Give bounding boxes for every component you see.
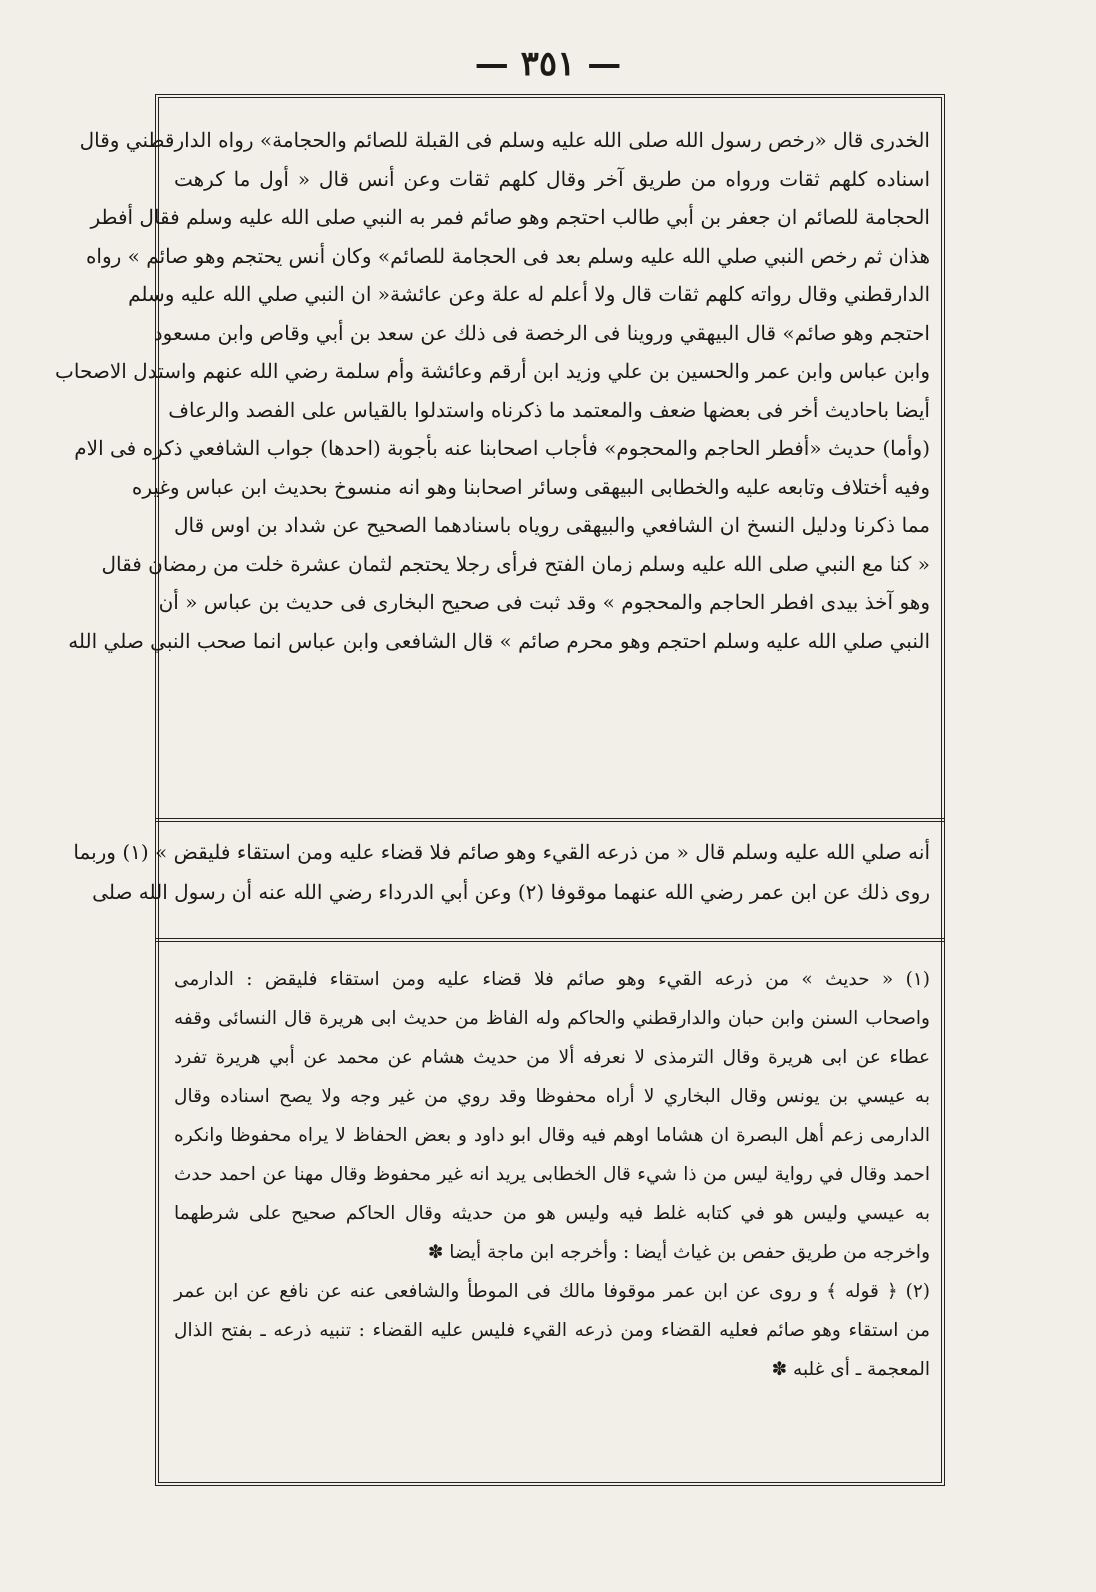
text-line: الحجامة للصائم ان جعفر بن أبي طالب احتجم وهو صائم فمر به النبي صلى الله عليه وسلم فقال أفطر (90, 205, 930, 229)
text-line: « كنا مع النبي صلى الله عليه وسلم زمان الفتح فرأى رجلا يحتجم لثمان عشرة خلت من رمضان فقال (101, 551, 930, 576)
divider-main (155, 818, 945, 822)
text-line: الخدرى قال «رخص رسول الله صلى الله عليه وسلم فى القبلة للصائم والحجامة» رواه الدارقطني وقال (79, 128, 930, 152)
divider-footnotes (155, 938, 945, 942)
middle-text (73, 832, 930, 912)
footnote-line: الدارمى زعم أهل البصرة ان هشاما اوهم فيه وقال ابو داود و بعض الحفاظ لا يراه محفوظا وانكره (174, 1125, 930, 1146)
text-line: وفيه أختلاف وتابعه عليه والخطابى البيهقى وسائر اصحابنا وهو انه منسوخ بحديث ابن عباس وغيره (131, 474, 930, 499)
text-line: هذان ثم رخص النبي صلي الله عليه وسلم بعد فى الحجامة للصائم» وكان أنس يحتجم وهو صائم » رواه (85, 243, 930, 268)
footnotes (174, 960, 930, 1389)
footnote-line: عطاء عن ابى هريرة وقال الترمذى لا نعرفه ألا من حديث هشام عن محمد عن أبي هريرة تفرد (174, 1047, 930, 1068)
footnote-line: به عيسي بن يونس وقال البخاري لا أراه محفوظا وقد روي من غير وجه ولا يصح اسناده وقال (174, 1086, 930, 1107)
footnote-line: المعجمة ـ أى غلبه ✽ (771, 1359, 930, 1380)
footnote-line: (٢) ﴿ قوله ﴾ و روى عن ابن عمر موقوفا مالك فى الموطأ والشافعى عنه عن نافع عن ابن عمر (174, 1281, 930, 1302)
footnote-line: من استقاء وهو صائم فعليه القضاء ومن ذرعه القيء فليس عليه القضاء : تنبيه ذرعه ـ بفتح الذال (174, 1320, 930, 1341)
text-line: مما ذكرنا ودليل النسخ ان الشافعي والبيهقى روياه باسنادهما الصحيح عن شداد بن اوس قال (174, 513, 930, 537)
main-text (55, 121, 930, 660)
text-line: وابن عباس وابن عمر والحسين بن علي وزيد ابن أرقم وعائشة وأم سلمة رضي الله عنهم واستدل الاصحاب (55, 359, 930, 383)
footnote-line: (١) « حديث » من ذرعه القيء وهو صائم فلا قضاء عليه ومن استقاء فليقض : الدارمى (174, 969, 930, 990)
text-line: النبي صلي الله عليه وسلم احتجم وهو محرم صائم » قال الشافعى وابن عباس انما صحب النبي صلي الله (68, 628, 930, 653)
text-line: (وأما) حديث «أفطر الحاجم والمحجوم» فأجاب اصحابنا عنه بأجوبة (احدها) جواب الشافعي ذكره فى الام (74, 436, 930, 460)
footnote-line: احمد وقال في رواية ليس من ذا شيء قال الخطابى يريد انه غير محفوظ وقال مهنا عن احمد حدث (174, 1164, 930, 1185)
text-line: الدارقطني وقال رواته كلهم ثقات قال ولا أعلم له علة وعن عائشة« ان النبي صلي الله عليه وسلم (128, 282, 930, 306)
text-line: أنه صلي الله عليه وسلم قال « من ذرعه القيء وهو صائم فلا قضاء عليه ومن استقاء فليقض » (١) وربما (73, 840, 930, 864)
text-line: أيضا باحاديث أخر فى بعضها ضعف والمعتمد ما ذكرناه واستدلوا بالقياس على الفصد والرعاف (168, 397, 930, 422)
text-line: روى ذلك عن ابن عمر رضي الله عنهما موقوفا (٢) وعن أبي الدرداء رضي الله عنه أن رسول الله صلى (92, 880, 930, 904)
footnote-line: واخرجه من طريق حفص بن غياث أيضا : وأخرجه ابن ماجة أيضا ✽ (427, 1242, 930, 1263)
text-line: وهو آخذ بيدى افطر الحاجم والمحجوم » وقد ثبت فى صحيح البخارى فى حديث بن عباس « أن (158, 590, 930, 614)
footnote-line: واصحاب السنن وابن حبان والدارقطني والحاكم وله الفاظ من حديث ابى هريرة قال النسائى وقفه (174, 1008, 930, 1029)
text-line: احتجم وهو صائم» قال البيهقي وروينا فى الرخصة فى ذلك عن سعد بن أبي وقاص وابن مسعود (153, 320, 930, 345)
text-line: اسناده كلهم ثقات ورواه من طريق آخر وقال كلهم ثقات وعن أنس قال « أول ما كرهت (174, 166, 930, 191)
page-number: — ٣٥١ — (474, 44, 622, 84)
footnote-line: به عيسي وليس هو في كتابه غلط فيه وليس هو من حديثه وقال الحاكم صحيح على شرطهما (174, 1203, 930, 1224)
